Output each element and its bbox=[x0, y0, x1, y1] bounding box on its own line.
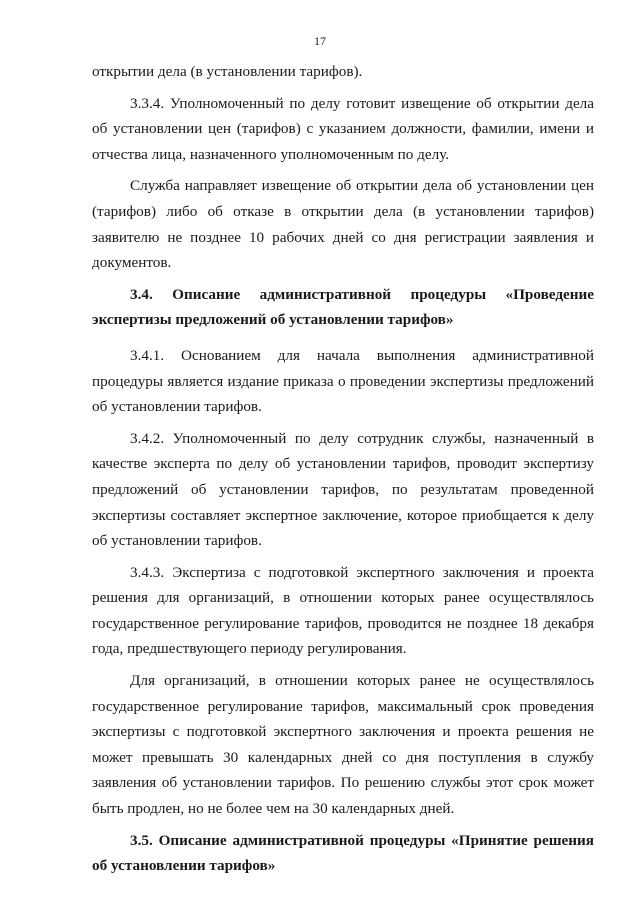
paragraph-new-organizations: Для организаций, в отношении которых ранее не осуществлялось государственное регулирование тарифов, максимальный срок проведения экспертизы с подготовкой экспертного заключения и проекта решения не может превышать 30 календарных дней со дня поступления в службу заявления об установлении тарифов. По решению службы этот срок может быть продлен, но не более чем на 30 календарных дней. bbox=[92, 672, 594, 818]
page-number: 17 bbox=[314, 34, 326, 48]
paragraph-3-4-3: 3.4.3. Экспертиза с подготовкой экспертного заключения и проекта решения для организаций, в отношении которых ранее осуществлялось государственное регулирование тарифов, проводится не позднее 18 декабря года, предшествующего периоду регулирования. bbox=[92, 563, 594, 658]
paragraph-3-3-4: 3.3.4. Уполномоченный по делу готовит извещение об открытии дела об установлении цен (тарифов) с указанием должности, фамилии, имени и отчества лица, назначенного уполномоченным по делу. bbox=[92, 94, 594, 163]
paragraph-3-4-2: 3.4.2. Уполномоченный по делу сотрудник службы, назначенный в качестве эксперта по делу об установлении тарифов, проводит экспертизу предложений об установлении тарифов, по результатам проведенной экспертизы составляет экспертное заключение, которое приобщается к делу об установлении тарифов. bbox=[92, 429, 594, 550]
section-heading-3-4: 3.4. Описание административной процедуры «Проведение экспертизы предложений об установлении тарифов» bbox=[92, 285, 594, 329]
document-body bbox=[92, 59, 594, 879]
paragraph-service-notice: Служба направляет извещение об открытии дела об установлении цен (тарифов) либо об отказе в открытии дела (в установлении тарифов) заявителю не позднее 10 рабочих дней со дня регистрации заявления и документов. bbox=[92, 177, 594, 272]
paragraph-3-4-1: 3.4.1. Основанием для начала выполнения административной процедуры является издание приказа о проведении экспертизы предложений об установлении тарифов. bbox=[92, 346, 594, 416]
paragraph-continuation: открытии дела (в установлении тарифов). bbox=[92, 63, 363, 80]
section-heading-3-5: 3.5. Описание административной процедуры «Принятие решения об установлении тарифов» bbox=[92, 831, 594, 875]
